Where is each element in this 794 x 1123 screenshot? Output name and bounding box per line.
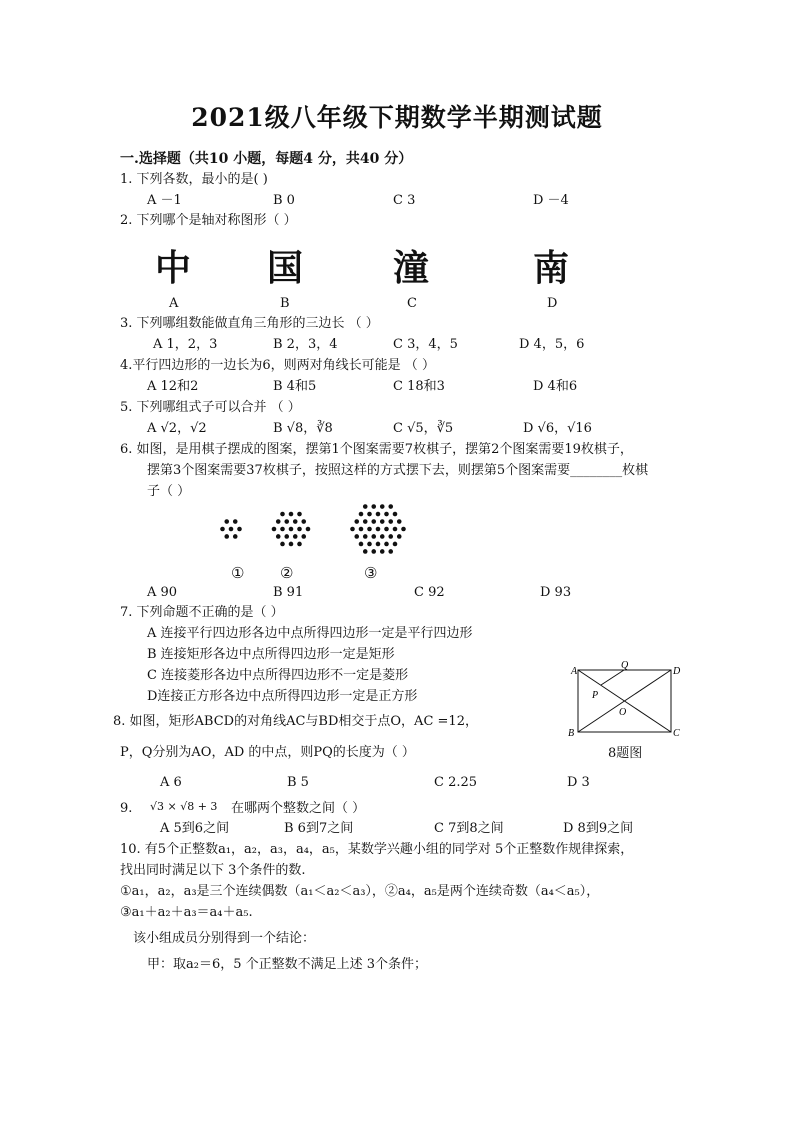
chess-piece-dot — [388, 534, 393, 539]
pattern-1 — [220, 519, 242, 539]
q4-option-b: B 4和5 — [273, 379, 317, 394]
q9-option-d: D 8到9之间 — [563, 821, 634, 836]
q9-option-a: A 5到6之间 — [160, 821, 230, 836]
q6-line2: 摆第3个图案需要37枚棋子，按照这样的方式摆下去，则摆第5个图案需要________枚棋 — [147, 463, 649, 478]
chess-piece-dot — [220, 527, 225, 532]
chess-piece-dot — [363, 534, 368, 539]
chess-piece-dot — [276, 534, 281, 539]
q1-option-d: D －4 — [533, 193, 569, 208]
q1-stem: 1. 下列各数，最小的是( ) — [120, 172, 268, 187]
q2-option-d: D — [547, 296, 558, 311]
q2-stem: 2. 下列哪个是轴对称图形（ ） — [120, 213, 297, 228]
chess-piece-dot — [376, 542, 381, 547]
q6-label-2: ② — [280, 564, 294, 582]
chess-piece-dot — [280, 527, 285, 532]
chess-piece-dot — [301, 519, 306, 524]
chess-piece-dot — [363, 549, 368, 554]
q3-option-a: A 1，2，3 — [153, 337, 218, 352]
chess-piece-dot — [363, 504, 368, 509]
q9-option-c: C 7到8之间 — [434, 821, 504, 836]
chess-piece-dot — [401, 527, 406, 532]
label-o: O — [619, 707, 627, 718]
chess-piece-dot — [367, 527, 372, 532]
q5-stem: 5. 下列哪组式子可以合并 （ ） — [120, 400, 301, 415]
chess-piece-dot — [397, 519, 402, 524]
q2-char-tong: 潼 — [393, 248, 430, 289]
chess-piece-dot — [233, 534, 238, 539]
chess-piece-dot — [297, 512, 302, 517]
chess-piece-dot — [384, 527, 389, 532]
q7-option-b: B 连接矩形各边中点所得四边形一定是矩形 — [147, 647, 395, 662]
chess-piece-dot — [367, 512, 372, 517]
q8-line2: P，Q分别为AO，AD 的中点，则PQ的长度为（ ） — [120, 745, 415, 760]
chess-piece-dot — [384, 542, 389, 547]
q6-option-a: A 90 — [147, 585, 178, 600]
q8-option-d: D 3 — [567, 775, 590, 790]
chess-piece-dot — [289, 512, 294, 517]
q1-option-a: A －1 — [147, 193, 182, 208]
chess-piece-dot — [359, 512, 364, 517]
q7-option-c: C 连接菱形各边中点所得四边形不一定是菱形 — [147, 668, 409, 683]
q10-line5: 该小组成员分别得到一个结论： — [133, 931, 316, 946]
chess-piece-dot — [367, 542, 372, 547]
q10-line1: 10. 有5个正整数a₁，a₂，a₃，a₄，a₅，某数学兴趣小组的同学对 5个正整数作规律探索， — [120, 842, 634, 857]
segment-pq — [601, 670, 624, 685]
chess-piece-dot — [354, 519, 359, 524]
q6-line1: 6. 如图，是用棋子摆成的图案，摆第1个图案需要7枚棋子，摆第2个图案需要19枚棋子， — [120, 442, 633, 457]
q2-char-nan: 南 — [533, 248, 570, 289]
q6-label-3: ③ — [364, 564, 378, 582]
chess-piece-dot — [280, 542, 285, 547]
chess-piece-dot — [293, 534, 298, 539]
chess-piece-dot — [280, 512, 285, 517]
chess-piece-dot — [289, 542, 294, 547]
chess-piece-dot — [380, 549, 385, 554]
q8-figure-caption: 8题图 — [608, 746, 643, 761]
q6-option-c: C 92 — [414, 585, 445, 600]
q10-line2: 找出同时满足以下 3个条件的数. — [120, 863, 306, 878]
chess-piece-dot — [388, 549, 393, 554]
chess-piece-dot — [380, 519, 385, 524]
q2-option-a: A — [169, 296, 179, 311]
q7-stem: 7. 下列命题不正确的是（ ） — [120, 605, 284, 620]
chess-piece-dot — [388, 504, 393, 509]
pattern-3 — [350, 504, 406, 553]
chess-piece-dot — [388, 519, 393, 524]
chess-piece-dot — [354, 534, 359, 539]
chess-piece-dot — [376, 512, 381, 517]
chess-piece-dot — [371, 504, 376, 509]
q8-option-c: C 2.25 — [434, 775, 478, 790]
q8-option-b: B 5 — [287, 775, 309, 790]
chess-piece-dot — [376, 527, 381, 532]
chess-piece-dot — [293, 519, 298, 524]
chess-piece-dot — [359, 542, 364, 547]
q9-number: 9. — [120, 801, 133, 816]
chess-piece-dot — [380, 534, 385, 539]
label-d: D — [673, 666, 681, 677]
chess-piece-dot — [380, 504, 385, 509]
q4-stem: 4.平行四边形的一边长为6，则两对角线长可能是 （ ） — [120, 358, 435, 373]
q8-option-a: A 6 — [160, 775, 182, 790]
q2-option-b: B — [280, 296, 290, 311]
section-heading: 一.选择题（共10 小题，每题4 分，共40 分） — [120, 151, 413, 167]
q3-stem: 3. 下列哪组数能做直角三角形的三边长 （ ） — [120, 316, 379, 331]
label-b: B — [568, 728, 575, 739]
q9-stem: 在哪两个整数之间（ ） — [231, 801, 366, 816]
q5-option-c: C √5，∛5 — [393, 421, 454, 436]
q10-line3: ①a₁，a₂，a₃是三个连续偶数（a₁＜a₂＜a₃），②a₄，a₅是两个连续奇数（a₄＜a₅）， — [120, 884, 600, 899]
chess-piece-dot — [284, 534, 289, 539]
q6-line3: 子（ ） — [147, 484, 191, 499]
chess-piece-dot — [284, 519, 289, 524]
chess-piece-dot — [233, 519, 238, 524]
chess-piece-dot — [371, 534, 376, 539]
chess-piece-dot — [384, 512, 389, 517]
q2-char-zhong: 中 — [155, 248, 192, 289]
chess-piece-dot — [306, 527, 311, 532]
chess-piece-dot — [224, 534, 229, 539]
chess-piece-dot — [237, 527, 242, 532]
label-q: Q — [621, 660, 629, 671]
pattern-2 — [272, 512, 311, 547]
q10-line4: ③a₁＋a₂＋a₃＝a₄＋a₅. — [120, 905, 253, 920]
label-a: A — [571, 666, 578, 677]
chess-piece-dot — [224, 519, 229, 524]
chess-piece-dot — [371, 549, 376, 554]
label-p: P — [592, 690, 599, 701]
q5-option-b: B √8，∛8 — [273, 421, 333, 436]
chess-piece-dot — [393, 527, 398, 532]
q8-rectangle-figure — [565, 660, 685, 740]
chess-piece-dot — [289, 527, 294, 532]
q2-option-c: C — [407, 296, 417, 311]
chess-piece-dot — [359, 527, 364, 532]
q4-option-c: C 18和3 — [393, 379, 445, 394]
chess-piece-dot — [393, 542, 398, 547]
chess-piece-dot — [229, 527, 234, 532]
q3-option-d: D 4，5，6 — [519, 337, 585, 352]
q6-option-d: D 93 — [540, 585, 572, 600]
chess-piece-dot — [297, 542, 302, 547]
chess-piece-dot — [363, 519, 368, 524]
q6-option-b: B 91 — [273, 585, 304, 600]
chess-piece-dot — [397, 534, 402, 539]
q8-line1: 8. 如图，矩形ABCD的对角线AC与BD相交于点O，AC =12， — [113, 714, 478, 729]
q5-option-a: A √2，√2 — [147, 421, 207, 436]
q2-char-guo: 国 — [267, 248, 304, 289]
chess-piece-dot — [297, 527, 302, 532]
chess-piece-dot — [393, 512, 398, 517]
q5-option-d: D √6，√16 — [523, 421, 592, 436]
label-c: C — [673, 728, 680, 739]
q4-option-a: A 12和2 — [147, 379, 199, 394]
q1-option-c: C 3 — [393, 193, 416, 208]
chess-piece-dot — [371, 519, 376, 524]
q9-expression: √3 × √8 + 3 — [150, 800, 218, 813]
q3-option-c: C 3，4，5 — [393, 337, 458, 352]
chess-piece-dot — [301, 534, 306, 539]
q10-line6: 甲：取a₂＝6，5 个正整数不满足上述 3个条件； — [147, 957, 428, 972]
q6-label-1: ① — [231, 564, 245, 582]
q4-option-d: D 4和6 — [533, 379, 578, 394]
chess-piece-dot — [272, 527, 277, 532]
chess-piece-dot — [276, 519, 281, 524]
q1-option-b: B 0 — [273, 193, 295, 208]
q9-option-b: B 6到7之间 — [284, 821, 354, 836]
q7-option-d: D连接正方形各边中点所得四边形一定是正方形 — [147, 689, 418, 704]
q3-option-b: B 2，3，4 — [273, 337, 338, 352]
chess-piece-dot — [350, 527, 355, 532]
page-title: 2021级八年级下期数学半期测试题 — [191, 103, 603, 132]
q7-option-a: A 连接平行四边形各边中点所得四边形一定是平行四边形 — [147, 626, 473, 641]
